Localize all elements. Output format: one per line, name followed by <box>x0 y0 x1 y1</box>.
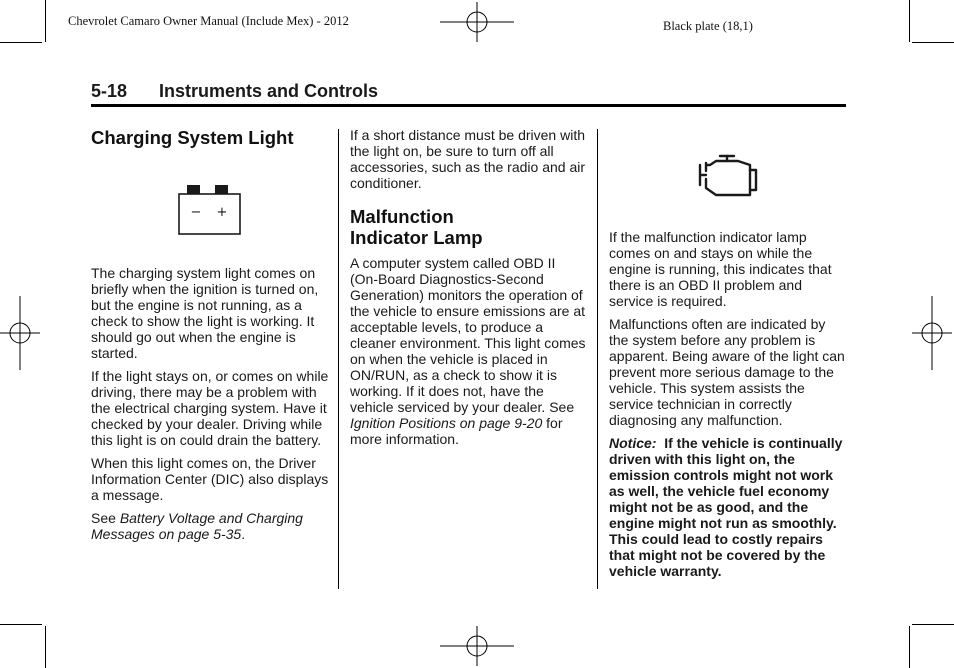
crop-mark <box>909 0 910 42</box>
notice-label: Notice: <box>609 435 657 451</box>
running-header-right: Black plate (18,1) <box>663 19 753 33</box>
column-divider <box>597 129 598 589</box>
charging-paragraph-2: If the light stays on, or comes on while driving, there may be a problem with the electrical charging system. Have it checked by your dealer. Driving while this light is on could drain the battery. <box>91 368 329 448</box>
crop-mark <box>45 626 46 668</box>
svg-text:+: + <box>216 205 228 220</box>
registration-mark-icon <box>440 626 514 666</box>
column-3 <box>609 127 847 586</box>
crop-mark <box>912 42 954 43</box>
cross-reference-link[interactable]: Battery Voltage and Charging Messages on page 5‑35 <box>91 510 303 542</box>
registration-mark-icon <box>440 2 514 42</box>
crop-mark <box>912 624 954 625</box>
charging-paragraph-3: When this light comes on, the Driver Information Center (DIC) also displays a message. <box>91 455 329 503</box>
heading-malfunction-indicator-lamp: Malfunction Indicator Lamp <box>350 206 483 248</box>
battery-icon <box>178 185 242 237</box>
charging-paragraph-4: See Battery Voltage and Charging Messages on page 5‑35. <box>91 510 303 542</box>
column-divider <box>338 129 339 589</box>
crop-mark <box>0 42 42 43</box>
mil-paragraph: A computer system called OBD II (On-Board Diagnostics-Second Generation) monitors the operation of the vehicle to ensure emissions are at acceptable levels, to produce a cleaner environment. This light comes on when the vehicle is placed in ON/RUN, as a check to show it is working. If it does not, have the vehicle serviced by your dealer. See Ignition Positions on page 9‑20 for more information. <box>350 255 586 447</box>
mil-intro-paragraph: If a short distance must be driven with the light on, be sure to turn off all accessories, such as the radio and air conditioner. <box>350 127 586 191</box>
registration-mark-icon <box>0 296 40 370</box>
registration-mark-icon <box>912 296 952 370</box>
column-2 <box>350 127 586 454</box>
cross-reference-link[interactable]: Ignition Positions on page 9‑20 <box>350 415 543 431</box>
section-title: Instruments and Controls <box>159 81 379 101</box>
notice-paragraph: Notice: If the vehicle is continually driven with this light on, the emission controls might not work as well, the vehicle fuel economy might not be as good, and the engine might not run as smoothly. This could lead to costly repairs that might not be covered by the vehicle warranty. <box>609 435 843 579</box>
section-header <box>91 80 846 107</box>
section-number: 5-18 <box>91 81 128 101</box>
charging-paragraph-1: The charging system light comes on briefly when the ignition is turned on, but the engine is not running, as a check to show the light is working. It should go out when the engine is started. <box>91 265 319 361</box>
running-header-left: Chevrolet Camaro Owner Manual (Include Mex) - 2012 <box>68 14 349 28</box>
heading-charging-system-light: Charging System Light <box>91 127 294 148</box>
svg-text:−: − <box>190 205 202 220</box>
crop-mark <box>0 624 42 625</box>
check-engine-icon <box>696 152 762 198</box>
mil-detail-paragraph-1: If the malfunction indicator lamp comes on and stays on while the engine is running, this indicates that there is an OBD II problem and service is required. <box>609 229 832 309</box>
mil-detail-paragraph-2: Malfunctions often are indicated by the system before any problem is apparent. Being aware of the light can prevent more serious damage to the vehicle. This system assists the service technician in correctly diagnosing any malfunction. <box>609 316 845 428</box>
crop-mark <box>45 0 46 42</box>
crop-mark <box>909 626 910 668</box>
column-1 <box>91 127 331 542</box>
